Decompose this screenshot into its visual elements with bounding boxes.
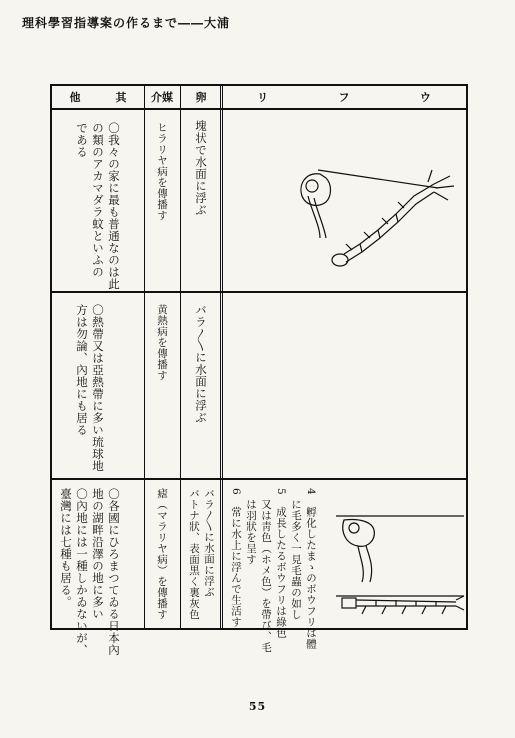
header-species-char-2: フ [338,91,350,104]
header-other-char-2: 其 [115,91,127,104]
page-number: 55 [248,700,267,713]
row3-vector-text: 瘧（マラリヤ病）を傳播す [156,488,168,620]
column-divider-2 [180,86,181,628]
header-egg [180,86,222,108]
header-species [222,86,466,108]
header-vector-label: 介媒 [151,91,173,104]
header-species-char-1: リ [257,91,269,104]
row2-other-text: 〇熱帶又は亞熱帶に多い琉球地 方は勿論、內地にも居る [75,304,105,472]
running-header: 理科學習指導案の作るまで――大浦 [22,16,231,30]
column-divider-3 [220,86,223,628]
row-divider-1 [52,291,466,293]
header-vector [144,86,180,108]
header-rule [52,108,466,110]
column-divider-1 [144,86,145,628]
anopheles-larva-illustration [336,496,466,628]
row-divider-2 [52,478,466,480]
row2-vector-text: 黄熱病を傳播す [156,304,168,381]
row3-egg-text: バラ〳〵に水面に浮ぶ バトナ狀、表面黒く裏灰色 [188,488,215,620]
row1-egg-text: 塊状で水面に浮ぶ [194,120,208,216]
comparison-table [50,84,468,656]
row2-egg-text: バラ〳〵に水面に浮ぶ [194,304,208,424]
header-other-char-1: 他 [69,91,81,104]
row1-other-text: 〇我々の家に最も普通なのは此 の類のアカマダラ蚊といふの である [75,122,121,290]
header-egg-label: 卵 [195,91,207,104]
row3-other-text: 〇各國にひろまつてゐる日本內 地の湖畔沿澤の地に多い 〇內地には一種しかゐないが、 臺灣には七種も居る。 [59,488,121,656]
mosquito-larva-illustration [228,126,466,276]
row3-notes-text: 4 孵化したまゝのボウフリは體 に毛多く一見毛蟲の如し 5 成長したるボウフリは綠色 又は靑色（ホメ色）を帶び、毛 は羽狀を呈す 6 常に水上に浮んで生活す [230,488,317,653]
header-species-char-3: ウ [419,91,431,104]
header-other [52,86,144,108]
row1-vector-text: ヒラリヤ病を傳播す [156,122,168,221]
